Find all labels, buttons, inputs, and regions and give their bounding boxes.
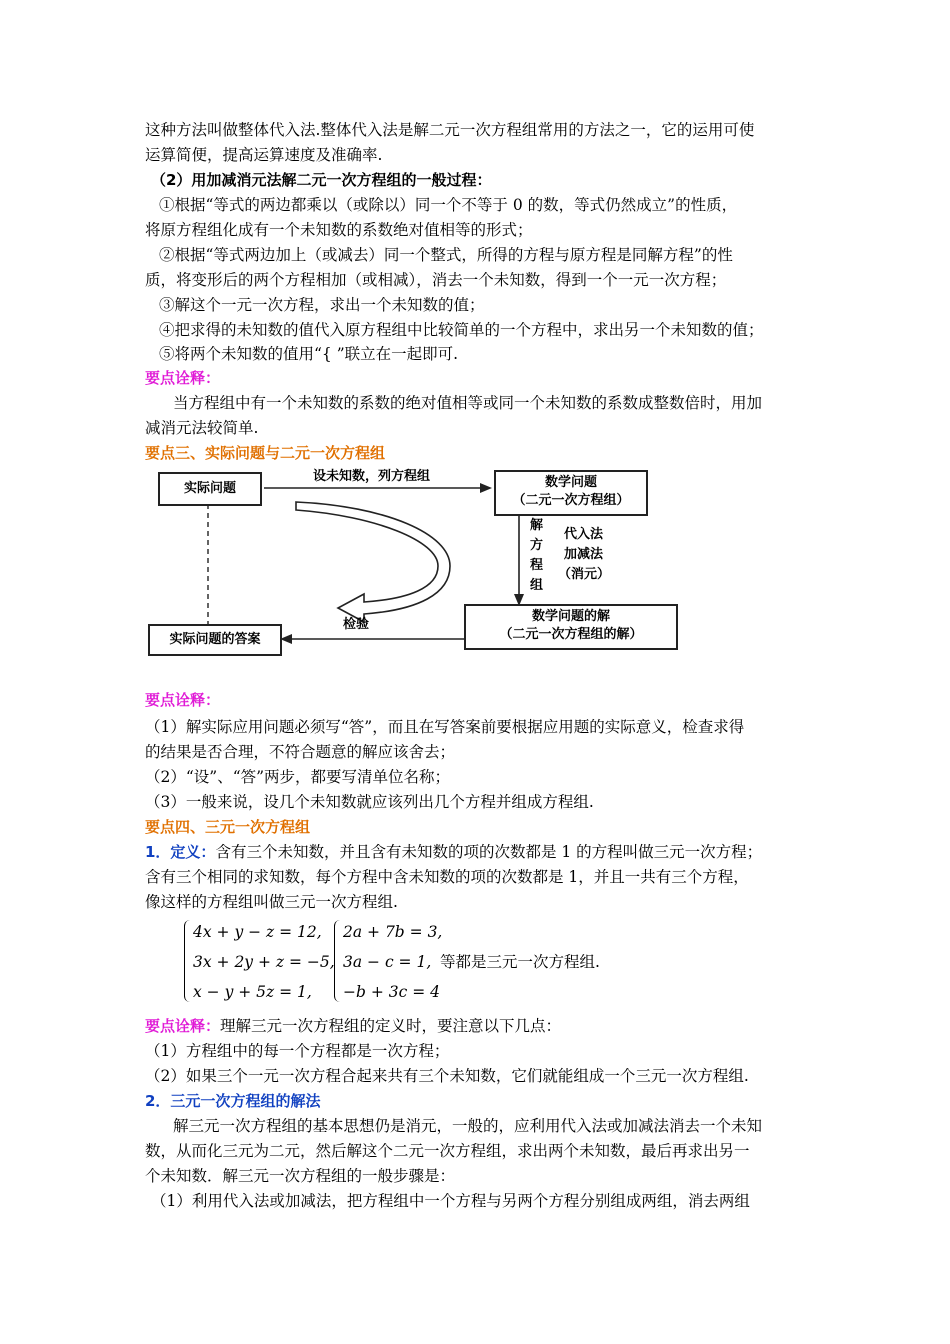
paragraph-line: 数，从而化三元为二元，然后解这个二元一次方程组，求出两个未知数，最后再求出另一 xyxy=(145,1142,750,1160)
definition-text: 含有三个未知数，并且含有未知数的项的次数都是 1 的方程叫做三元一次方程； xyxy=(215,843,763,861)
label-solve-char: 程 xyxy=(530,558,544,573)
equation-system-2 xyxy=(343,917,442,1007)
note-item-2: （2）“设”、“答”两步，都要写清单位名称； xyxy=(145,768,451,786)
step-1-cont: 将原方程组化成有一个未知数的系数绝对值相等的形式； xyxy=(145,221,533,239)
box-math-problem-line2: （二元一次方程组） xyxy=(512,493,630,508)
paragraph-line: 像这样的方程组叫做三元一次方程组. xyxy=(145,893,398,911)
definition-line xyxy=(145,842,762,862)
key-note-heading: 要点诠释： xyxy=(145,691,221,709)
section-heading-4: 要点四、三元一次方程组 xyxy=(145,818,311,836)
subheading: （2）用加减消元法解二元一次方程组的一般过程： xyxy=(151,171,492,189)
note-item-1: （1）方程组中的每一个方程都是一次方程； xyxy=(145,1042,450,1060)
subsection-heading: 2．三元一次方程组的解法 xyxy=(145,1092,321,1110)
equation-note: 等都是三元一次方程组. xyxy=(440,953,600,971)
equation-system-1 xyxy=(193,917,335,1007)
equation: 4x + y − z = 12, xyxy=(193,923,322,941)
step-2: ②根据“等式两边加上（或减去）同一个整式，所得的方程与原方程是同解方程”的性 xyxy=(159,246,733,264)
note-item-3: （3）一般来说，设几个未知数就应该列出几个方程并组成方程组. xyxy=(145,793,594,811)
note-item-2: （2）如果三个一元一次方程合起来共有三个未知数，它们就能组成一个三元一次方程组. xyxy=(145,1067,749,1085)
note-item-1-cont: 的结果是否合理，不符合题意的解应该舍去； xyxy=(145,743,456,761)
key-note-line xyxy=(145,1016,561,1036)
flow-diagram xyxy=(146,466,676,656)
paragraph-line: 减消元法较简单. xyxy=(145,419,259,437)
equation: x − y + 5z = 1, xyxy=(193,983,312,1001)
box-actual-answer: 实际问题的答案 xyxy=(148,624,282,656)
label-solve-char: 解 xyxy=(530,518,544,533)
paragraph-line: 个未知数．解三元一次方程组的一般步骤是： xyxy=(145,1167,456,1185)
key-note-heading: 要点诠释： xyxy=(145,369,221,387)
equation-brace xyxy=(334,920,343,1002)
paragraph-line: 解三元一次方程组的基本思想仍是消元，一般的，应利用代入法或加减法消去一个未知 xyxy=(173,1117,763,1135)
note-item-1: （1）解实际应用问题必须写“答”，而且在写答案前要根据应用题的实际意义，检查求得 xyxy=(145,718,745,736)
step-4: ④把求得的未知数的值代入原方程组中比较简单的一个方程中，求出另一个未知数的值； xyxy=(159,321,764,339)
key-note-heading: 要点诠释： xyxy=(145,1017,221,1035)
box-math-solution-line1: 数学问题的解 xyxy=(531,609,610,624)
step-2-cont: 质，将变形后的两个方程相加（或相减），消去一个未知数，得到一个一元一次方程； xyxy=(145,271,727,289)
paragraph-line: 这种方法叫做整体代入法.整体代入法是解二元一次方程组常用的方法之一，它的运用可使 xyxy=(145,121,755,139)
box-math-solution-line2: （二元一次方程组的解） xyxy=(499,627,643,642)
definition-label: 1．定义： xyxy=(145,843,216,861)
paragraph-line: 运算简便，提高运算速度及准确率. xyxy=(145,146,383,164)
box-math-problem xyxy=(494,470,648,516)
label-solve-char: 组 xyxy=(530,578,544,593)
equation: 3x + 2y + z = −5, xyxy=(193,953,335,971)
step-5: ⑤将两个未知数的值用“{ ”联立在一起即可. xyxy=(159,345,459,363)
equation-brace xyxy=(184,920,193,1002)
key-note-text: 理解三元一次方程组的定义时，要注意以下几点： xyxy=(220,1017,562,1035)
label-check: 检验 xyxy=(343,617,370,632)
step-3: ③解这个一元一次方程，求出一个未知数的值； xyxy=(159,296,485,314)
label-method-3: （消元） xyxy=(558,567,611,582)
step-1: ①根据“等式的两边都乘以（或除以）同一个不等于 0 的数，等式仍然成立”的性质， xyxy=(159,196,738,214)
paragraph-line: （1）利用代入法或加减法，把方程组中一个方程与另两个方程分别组成两组，消去两组 xyxy=(151,1192,750,1210)
equation: 2a + 7b = 3, xyxy=(343,923,443,941)
paragraph-line: 含有三个相同的求知数，每个方程中含未知数的项的次数都是 1，并且一共有三个方程， xyxy=(145,868,749,886)
equation: 3a − c = 1, xyxy=(343,953,432,971)
label-solve-vertical xyxy=(530,516,546,596)
label-solve-char: 方 xyxy=(530,538,544,553)
label-method-2: 加减法 xyxy=(564,547,604,562)
section-heading-3: 要点三、实际问题与二元一次方程组 xyxy=(145,444,386,462)
box-math-solution xyxy=(464,604,678,650)
label-method-1: 代入法 xyxy=(564,527,604,542)
paragraph-line: 当方程组中有一个未知数的系数的绝对值相等或同一个未知数的系数成整数倍时，用加 xyxy=(173,394,763,412)
box-math-problem-line1: 数学问题 xyxy=(544,475,597,490)
label-set-up: 设未知数，列方程组 xyxy=(313,469,431,484)
box-actual-problem: 实际问题 xyxy=(158,472,262,506)
equation: −b + 3c = 4 xyxy=(343,983,440,1001)
